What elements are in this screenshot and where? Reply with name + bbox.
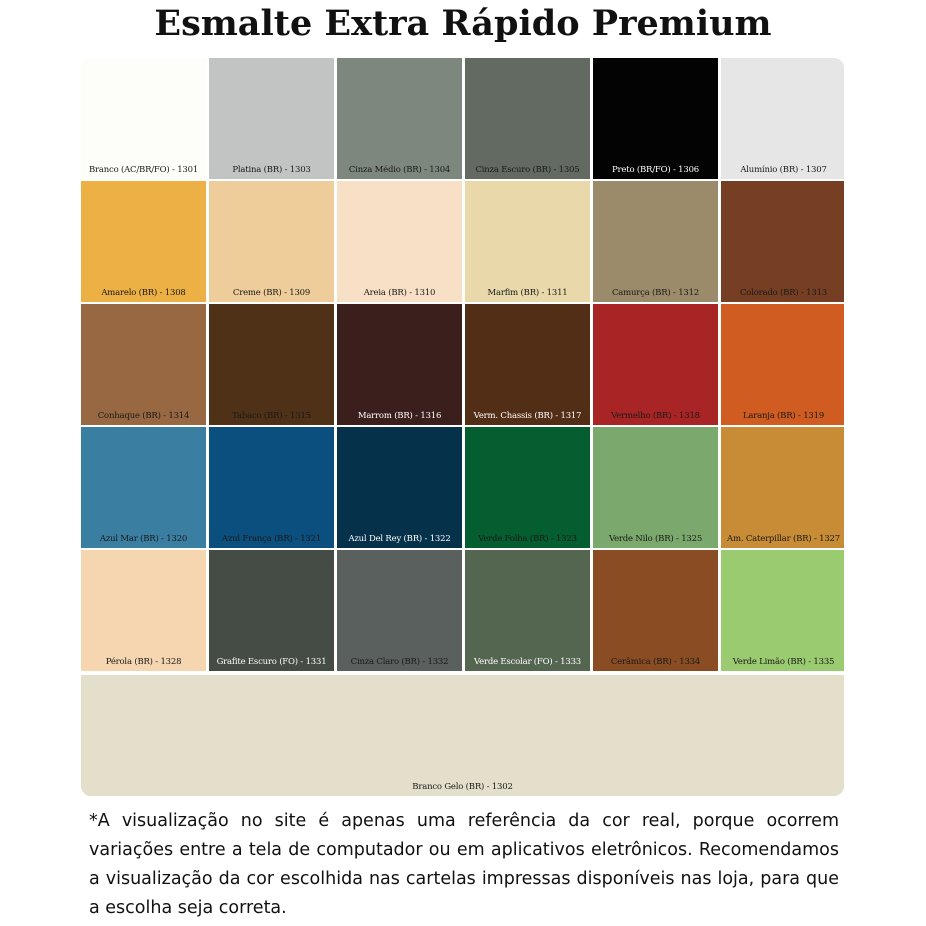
swatch-label: Verde Escolar (FO) - 1333 (473, 657, 582, 667)
color-swatch (721, 181, 844, 302)
swatch-label: Branco (AC/BR/FO) - 1301 (88, 165, 199, 175)
disclaimer-note: *A visualização no site é apenas uma referência da cor real, porque ocorrem variações entre a tela de computador ou em aplicativos eletrônicos. Recomendamos a visualização da cor escolhida nas cartelas impressas disponíveis nas loja, para que a escolha seja correta. (89, 811, 839, 918)
swatch-label: Grafite Escuro (FO) - 1331 (216, 657, 327, 667)
swatch-label: Branco Gelo (BR) - 1302 (412, 782, 513, 792)
swatch-label: Cinza Escuro (BR) - 1305 (475, 165, 580, 175)
color-swatch (465, 181, 590, 302)
swatch-label: Verm. Chassis (BR) - 1317 (473, 411, 582, 421)
color-swatch (337, 304, 462, 425)
swatch-label: Verde Folha (BR) - 1323 (478, 534, 577, 544)
color-swatch (465, 427, 590, 548)
color-swatch (209, 427, 334, 548)
swatch-branco-gelo (81, 675, 844, 796)
color-swatch (337, 550, 462, 671)
color-swatch (593, 304, 718, 425)
color-swatch (209, 304, 334, 425)
swatch-label: Amarelo (BR) - 1308 (101, 288, 186, 298)
color-swatch (81, 427, 206, 548)
color-swatch (209, 58, 334, 179)
swatch-label: Verde Limão (BR) - 1335 (732, 657, 835, 667)
color-swatch (593, 181, 718, 302)
color-swatch (721, 427, 844, 548)
swatch-label: Colorado (BR) - 1313 (739, 288, 828, 298)
swatch-label: Cinza Médio (BR) - 1304 (348, 165, 451, 175)
swatch-label: Verde Nilo (BR) - 1325 (608, 534, 703, 544)
swatch-label: Marfim (BR) - 1311 (487, 288, 568, 298)
color-swatch (593, 427, 718, 548)
swatch-label: Tabaco (BR) - 1315 (232, 411, 311, 421)
color-swatch (81, 58, 206, 179)
color-swatch (81, 550, 206, 671)
swatch-label: Pérola (BR) - 1328 (105, 657, 182, 667)
swatch-label: Alumínio (BR) - 1307 (740, 165, 827, 175)
color-swatch (721, 550, 844, 671)
color-swatch (465, 304, 590, 425)
swatch-label: Camurça (BR) - 1312 (611, 288, 700, 298)
color-chart (81, 58, 844, 796)
swatch-label: Marrom (BR) - 1316 (357, 411, 442, 421)
color-swatch (593, 550, 718, 671)
color-swatch (81, 304, 206, 425)
color-swatch (465, 58, 590, 179)
swatch-label: Creme (BR) - 1309 (232, 288, 311, 298)
swatch-label: Cinza Claro (BR) - 1332 (350, 657, 449, 667)
color-swatch (593, 58, 718, 179)
swatch-label: Am. Caterpillar (BR) - 1327 (727, 534, 840, 544)
color-swatch (209, 181, 334, 302)
swatch-label: Laranja (BR) - 1319 (742, 411, 825, 421)
swatch-label: Azul França (BR) - 1321 (221, 534, 322, 544)
color-swatch (81, 181, 206, 302)
color-swatch (337, 427, 462, 548)
color-swatch (721, 58, 844, 179)
swatch-label: Areia (BR) - 1310 (363, 288, 436, 298)
swatch-label: Cerâmica (BR) - 1334 (610, 657, 701, 667)
swatch-grid (81, 58, 844, 671)
swatch-label: Preto (BR/FO) - 1306 (612, 165, 699, 175)
page-title: Esmalte Extra Rápido Premium (154, 3, 772, 44)
swatch-label: Platina (BR) - 1303 (232, 165, 311, 175)
swatch-label: Conhaque (BR) - 1314 (97, 411, 190, 421)
swatch-label: Azul Del Rey (BR) - 1322 (348, 534, 451, 544)
swatch-label: Azul Mar (BR) - 1320 (99, 534, 188, 544)
color-swatch (721, 304, 844, 425)
swatch-label: Vermelho (BR) - 1318 (611, 411, 700, 421)
color-swatch (465, 550, 590, 671)
color-swatch (209, 550, 334, 671)
color-swatch (337, 58, 462, 179)
color-swatch (337, 181, 462, 302)
